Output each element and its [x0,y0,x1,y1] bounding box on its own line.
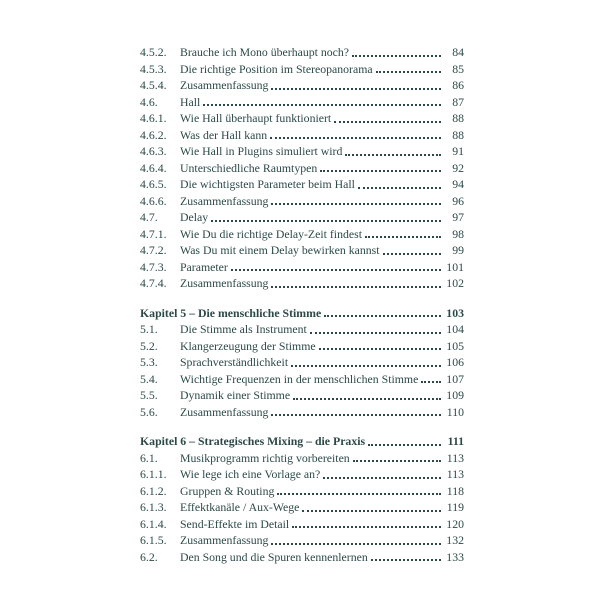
toc-entry-row [140,404,464,421]
toc-entry-number: 5.2. [140,338,158,353]
toc-entry-title: Send-Effekte im Detail [180,516,290,531]
toc-entry-title: Brauche ich Mono überhaupt noch? [180,45,350,59]
dot-leader [334,121,441,123]
toc-entry-number: 4.6.1. [140,111,167,125]
toc-entry-number: 6.1.3. [140,500,167,514]
toc-entry-number: 4.5.2. [140,45,167,59]
toc-entry-number: 4.7.2. [140,243,167,257]
toc-entry-title: Zusammenfassung [180,276,269,290]
toc-entry-number: 5.5. [140,388,158,402]
dot-leader [358,187,441,189]
toc-entry-row [140,549,464,566]
toc-entry-page: 109 [446,388,464,402]
toc-entry-page: 88 [452,127,464,142]
toc-entry-row [140,259,464,276]
toc-entry-page: 118 [446,483,464,498]
dot-leader [270,137,441,139]
toc-entry-title: Hall [180,94,201,109]
dot-leader [368,444,441,446]
toc-entry-number: 4.6.6. [140,193,167,208]
toc-entry-title: Wichtige Frequenzen in der menschlichen Stimme [180,371,419,386]
toc-entry-page: 133 [446,549,464,564]
toc-entry-row [140,44,464,61]
dot-leader [271,543,441,545]
dot-leader [310,332,441,334]
toc-entry-page: 87 [452,94,464,109]
toc-entry-page: 106 [446,355,464,369]
toc-entry-title: Musikprogramm richtig vorbereiten [180,450,350,465]
toc-entry-row [140,466,464,483]
toc-entry-page: 85 [452,61,464,76]
dot-leader [323,477,441,479]
toc-entry-page: 103 [446,305,464,320]
toc-chapter-row [140,305,464,322]
toc-entry-title: Effektkanäle / Aux-Wege [180,500,300,514]
toc-entry-row [140,77,464,94]
toc-entry-title: Zusammenfassung [180,404,269,419]
toc-entry-row [140,354,464,371]
toc-chapter-title: Kapitel 5 – Die menschliche Stimme [140,305,322,320]
toc-entry-page: 111 [447,434,464,448]
toc-entry-number: 6.1.4. [140,516,167,531]
dot-leader [383,253,441,255]
toc-entry-row [140,516,464,533]
dot-leader [211,220,441,222]
toc-entry-number: 4.6.4. [140,160,167,175]
toc-entry-number: 4.5.4. [140,78,167,92]
toc-entry-number: 6.2. [140,549,158,564]
toc-entry-title: Die wichtigsten Parameter beim Hall [180,177,355,191]
toc-entry-title: Was Du mit einem Delay bewirken kannst [180,243,380,257]
dot-leader [319,348,441,350]
toc-entry-title: Wie Hall in Plugins simuliert wird [180,144,343,158]
dot-leader [345,154,441,156]
toc-entry-number: 5.6. [140,404,158,419]
toc-entry-page: 97 [452,210,464,224]
toc-entry-row [140,143,464,160]
toc-entry-title: Zusammenfassung [180,78,269,92]
toc-entry-title: Wie Du die richtige Delay-Zeit findest [180,226,362,241]
dot-leader [271,286,441,288]
toc-entry-page: 113 [446,450,464,465]
toc-entry-number: 6.1.2. [140,483,167,498]
toc-entry-title: Dynamik einer Stimme [180,388,291,402]
toc-entry-page: 98 [452,226,464,241]
toc-entry-row [140,499,464,516]
toc-entry-page: 88 [452,111,464,125]
toc-entry-title: Die richtige Position im Stereopanorama [180,61,373,76]
toc-chapter-row [140,433,464,450]
toc-entry-page: 113 [446,467,464,481]
dot-leader [293,398,441,400]
dot-leader [320,170,441,172]
toc-entry-title: Die Stimme als Instrument [180,322,307,336]
dot-leader [271,203,441,205]
dot-leader [353,460,441,462]
toc-entry-number: 6.1.1. [140,467,167,481]
dot-leader [376,71,441,73]
toc-entry-title: Gruppen & Routing [180,483,275,498]
toc-entry-number: 6.1.5. [140,533,167,547]
dot-leader [271,88,441,90]
toc-entry-page: 92 [452,160,464,175]
toc-entry-page: 104 [446,322,464,336]
toc-entry-row [140,127,464,144]
toc-entry-row [140,387,464,404]
toc-entry-number: 5.3. [140,355,158,369]
toc-entry-number: 4.6.3. [140,144,167,158]
toc-entry-row [140,94,464,111]
toc-entry-title: Wie Hall überhaupt funktioniert [180,111,332,125]
toc-entry-page: 96 [452,193,464,208]
dot-leader [277,493,441,495]
toc-entry-row [140,209,464,226]
toc-entry-row [140,483,464,500]
table-of-contents [140,44,464,565]
toc-entry-title: Zusammenfassung [180,533,269,547]
toc-entry-number: 4.6.5. [140,177,167,191]
toc-entry-row [140,176,464,193]
toc-entry-number: 4.6. [140,94,158,109]
dot-leader [352,55,441,57]
toc-entry-number: 5.1. [140,322,158,336]
toc-entry-row [140,160,464,177]
toc-entry-title: Unterschiedliche Raumtypen [180,160,318,175]
toc-entry-page: 86 [452,78,464,92]
toc-entry-title: Zusammenfassung [180,193,269,208]
dot-leader [302,510,441,512]
dot-leader [203,104,441,106]
toc-entry-row [140,275,464,292]
toc-entry-page: 91 [452,144,464,158]
toc-entry-row [140,193,464,210]
toc-entry-title: Delay [180,210,209,224]
toc-entry-row [140,338,464,355]
toc-entry-number: 5.4. [140,371,158,386]
toc-entry-page: 102 [446,276,464,290]
toc-entry-number: 4.5.3. [140,61,167,76]
toc-entry-page: 84 [452,45,464,59]
toc-entry-row [140,110,464,127]
toc-entry-row [140,371,464,388]
toc-entry-number: 4.7.3. [140,259,167,274]
toc-entry-number: 4.6.2. [140,127,167,142]
toc-entry-title: Parameter [180,259,228,274]
toc-entry-page: 119 [446,500,464,514]
dot-leader [324,315,441,317]
toc-entry-page: 101 [446,259,464,274]
dot-leader [371,559,441,561]
toc-entry-row [140,321,464,338]
toc-entry-title: Wie lege ich eine Vorlage an? [180,467,321,481]
toc-entry-row [140,61,464,78]
dot-leader [271,414,441,416]
toc-entry-title: Den Song und die Spuren kennenlernen [180,549,368,564]
dot-leader [231,269,441,271]
dot-leader [421,381,441,383]
toc-entry-row [140,226,464,243]
dot-leader [291,365,441,367]
toc-entry-page: 105 [446,338,464,353]
toc-entry-row [140,242,464,259]
toc-entry-page: 132 [446,533,464,547]
dot-leader [365,236,441,238]
toc-entry-title: Was der Hall kann [180,127,268,142]
toc-entry-page: 107 [446,371,464,386]
toc-entry-page: 120 [446,516,464,531]
toc-entry-number: 6.1. [140,450,158,465]
toc-entry-page: 99 [452,243,464,257]
toc-entry-number: 4.7.4. [140,276,167,290]
toc-entry-page: 94 [452,177,464,191]
toc-chapter-title: Kapitel 6 – Strategisches Mixing – die Praxis [140,434,366,448]
toc-entry-page: 110 [446,404,464,419]
dot-leader [292,526,441,528]
toc-entry-title: Sprachverständlichkeit [180,355,289,369]
toc-entry-title: Klangerzeugung der Stimme [180,338,316,353]
toc-entry-number: 4.7. [140,210,158,224]
toc-entry-number: 4.7.1. [140,226,167,241]
toc-entry-row [140,450,464,467]
toc-entry-row [140,532,464,549]
